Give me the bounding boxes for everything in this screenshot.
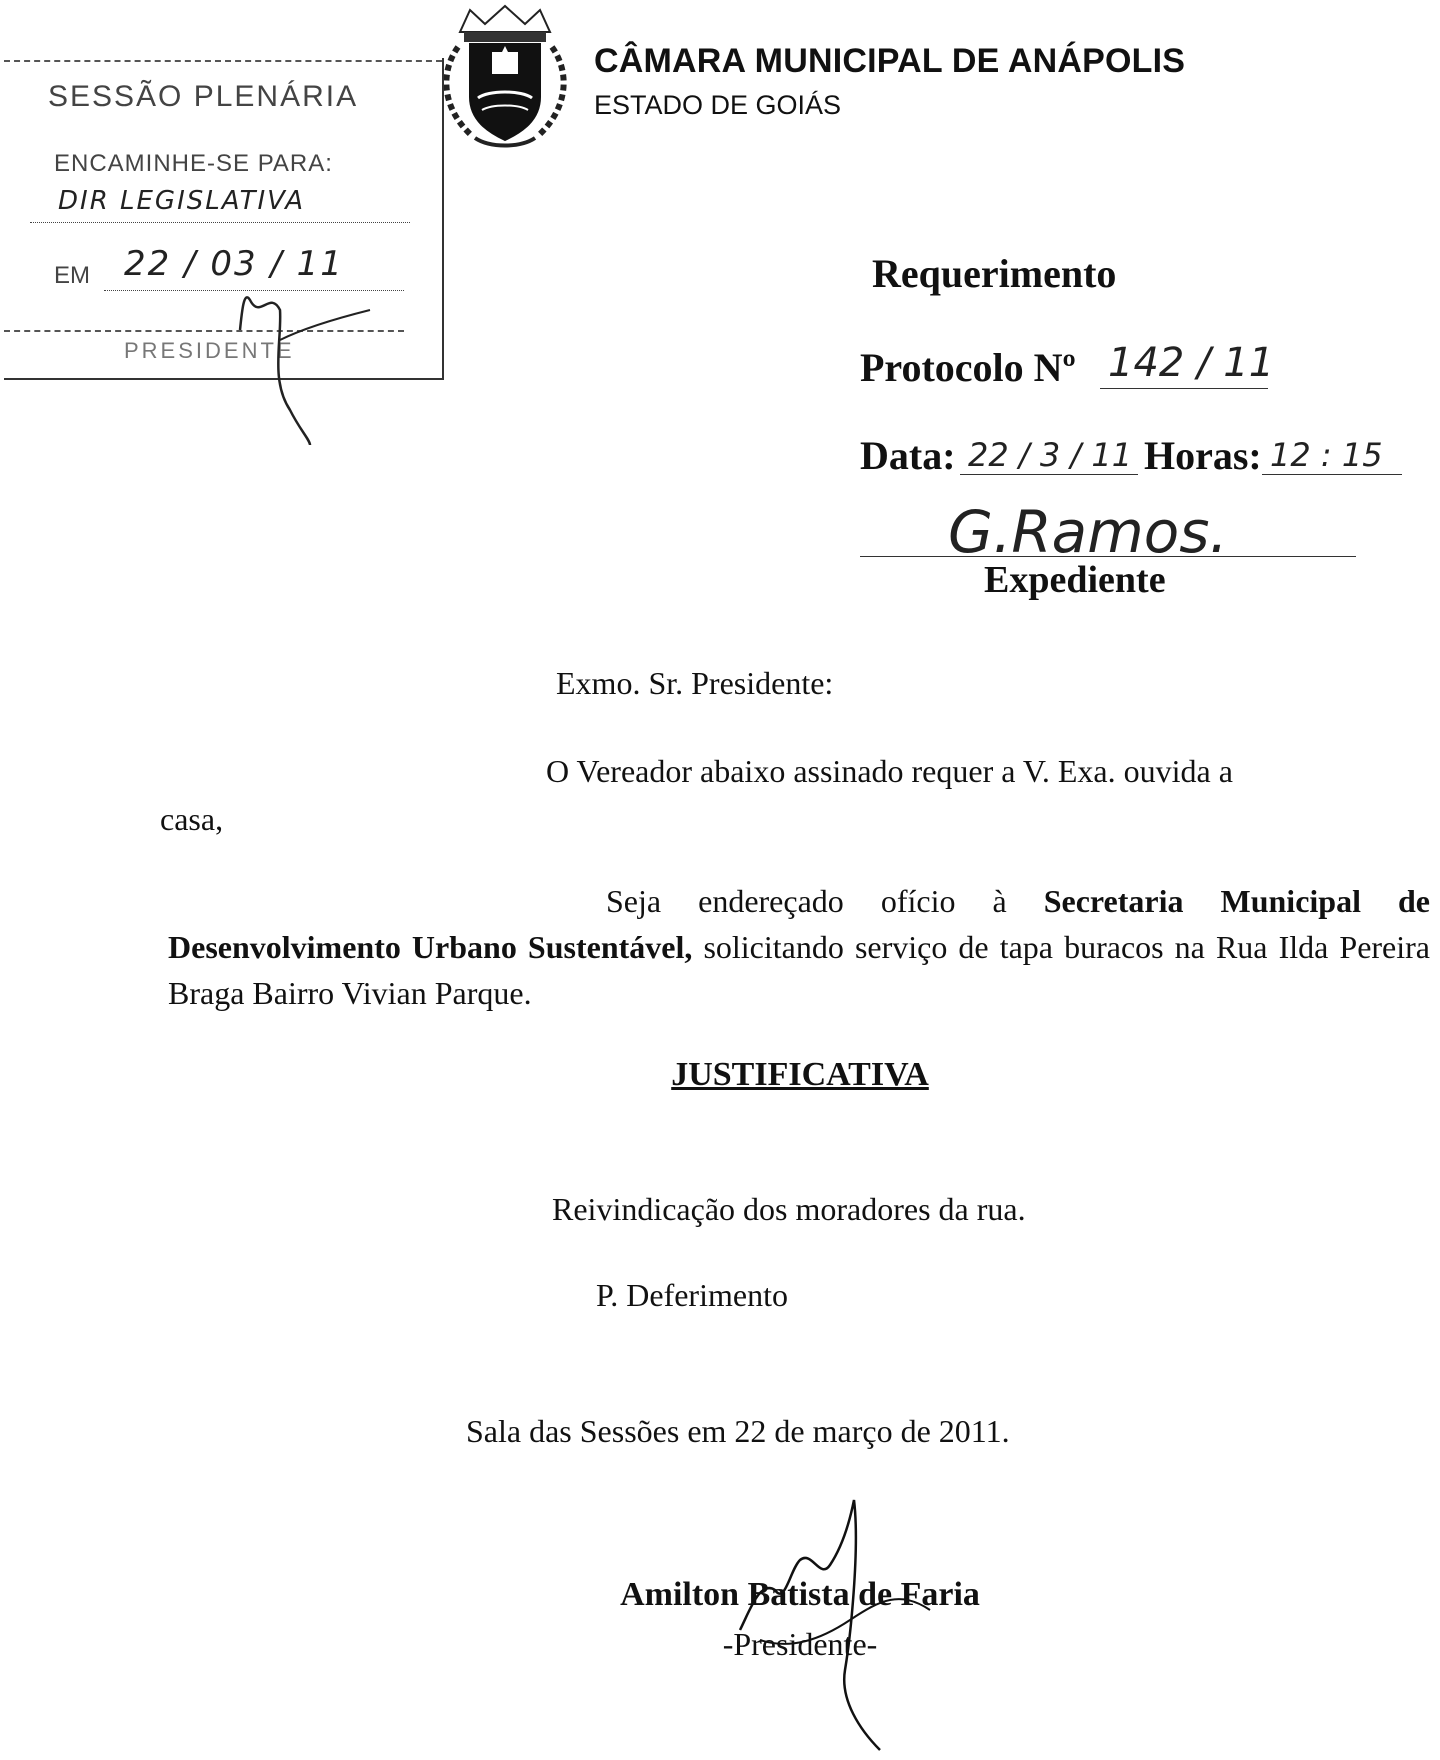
- header-title: CÂMARA MUNICIPAL DE ANÁPOLIS: [594, 42, 1186, 80]
- signatory-role: -Presidente-: [722, 1626, 878, 1662]
- request-end: solicitando serviço de tapa buracos na Rua Ilda Pereira Braga Bairro Vivian Parque.: [168, 929, 1431, 1011]
- intro-line-2: casa,: [160, 801, 224, 837]
- stamp-forward-label: ENCAMINHE-SE PARA:: [54, 150, 333, 177]
- document-type: Requerimento: [872, 251, 1117, 296]
- salutation: Exmo. Sr. Presidente:: [556, 665, 834, 701]
- date-value: 22 / 3 / 11: [968, 436, 1133, 474]
- closing-text: P. Deferimento: [596, 1277, 788, 1313]
- protocol-number: 142 / 11: [1108, 340, 1275, 386]
- header-subtitle: ESTADO DE GOIÁS: [594, 90, 842, 120]
- justificativa-text: Reivindicação dos moradores da rua.: [552, 1191, 1026, 1227]
- expediente-label: Expediente: [984, 559, 1166, 601]
- request-recipient: Secretaria Municipal de Desenvolvimento Urbano Sustentável,: [168, 883, 1430, 965]
- stamp-handwritten-date: 22 / 03 / 11: [124, 244, 344, 284]
- intro-line-1: O Vereador abaixo assinado requer a V. Exa. ouvida a: [546, 753, 1233, 789]
- hours-value: 12 : 15: [1270, 436, 1383, 474]
- stamp-title: SESSÃO PLENÁRIA: [48, 80, 359, 113]
- date-label: Data:: [860, 433, 956, 478]
- coat-of-arms-emblem: [430, 2, 580, 152]
- hours-label: Horas:: [1144, 433, 1262, 478]
- justificativa-title: JUSTIFICATIVA: [671, 1056, 929, 1093]
- protocol-label: Protocolo Nº: [860, 345, 1076, 390]
- stamp-signature-scribble: [210, 270, 380, 450]
- request-paragraph: [168, 878, 1430, 1016]
- stamp-date-prefix: EM: [54, 262, 90, 289]
- place-and-date: Sala das Sessões em 22 de março de 2011.: [466, 1413, 1010, 1449]
- stamp-handwritten-destination: DIR LEGISLATIVA: [58, 186, 305, 216]
- expediente-signature: G.Ramos.: [948, 498, 1228, 566]
- president-signature-scribble: [720, 1490, 960, 1760]
- request-start: Seja endereçado ofício à: [606, 883, 1044, 919]
- stamp-footer-label: PRESIDENTE: [124, 338, 295, 363]
- signatory-name: Amilton Batista de Faria: [620, 1576, 980, 1613]
